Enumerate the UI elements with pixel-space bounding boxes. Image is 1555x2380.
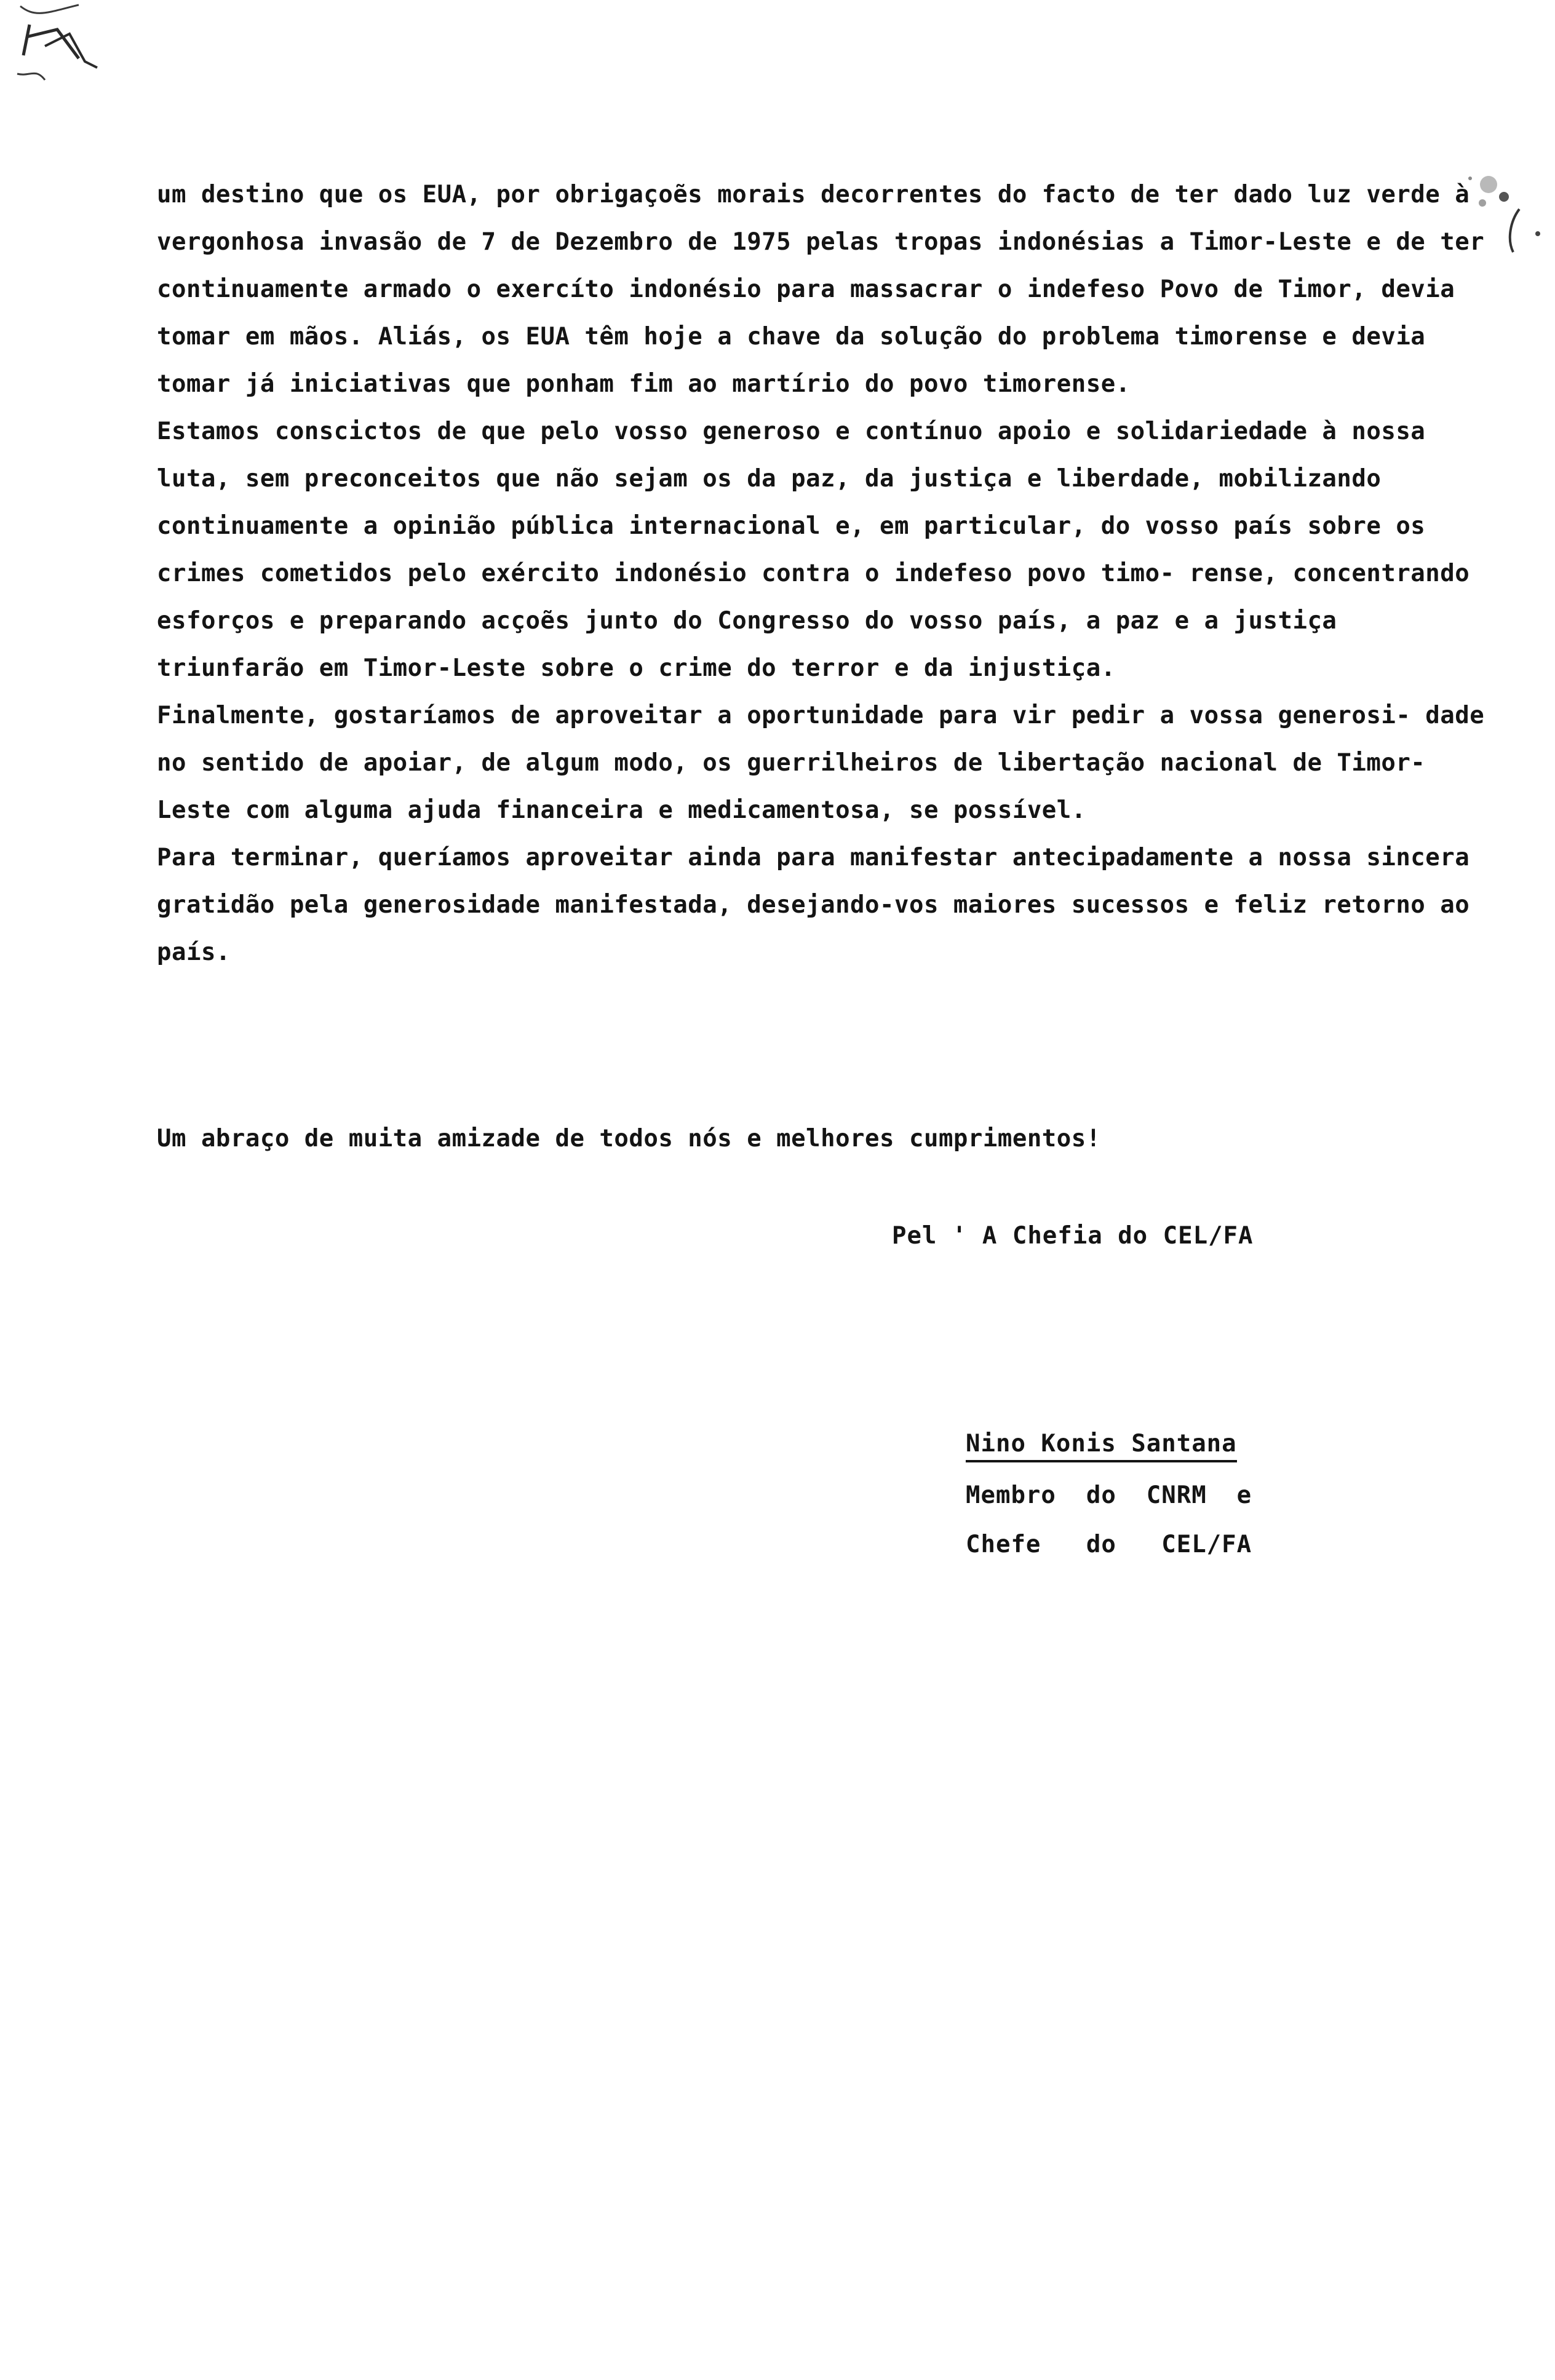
signatory-role-1: Membro do CNRM e — [966, 1482, 1252, 1509]
closing-line: Um abraço de muita amizade de todos nós e melhores cumprimentos! — [157, 1125, 1101, 1152]
signatory-name: Nino Konis Santana — [966, 1428, 1237, 1462]
paragraph-solidarity: Estamos conscictos de que pelo vosso generoso e contínuo apoio e solidariedade à nossa luta, sem preconceitos que não sejam os da paz, da justiça e liberdade, mobilizando continuamente a opinião pública internacional e, em particular, do vosso país sobre os crimes cometidos pelo exército indonésio contra o indefeso povo timo- rense, concentrando esforços e preparando acçoẽs junto do Congresso do vosso país, a paz e a justiça triunfarão em Timor-Leste sobre o crime do terror e da injustiça. — [157, 418, 1470, 682]
signature-block — [966, 1419, 1252, 1569]
paragraph-financial-aid-request: Finalmente, gostaríamos de aproveitar a oportunidade para vir pedir a vossa generosi- dade no sentido de apoiar, de algum modo, os guerrilheiros de libertação nacional de Timor-Leste com alguma ajuda financeira e medicamentosa, se possível. — [157, 702, 1485, 824]
paragraph-gratitude: Para terminar, queríamos aproveitar ainda para manifestar antecipadamente a nossa sincera gratidão pela generosidade manifestada, desejando-vos maiores sucessos e feliz retorno ao país. — [157, 844, 1470, 966]
handwritten-corner-mark — [11, 0, 103, 92]
paragraph-eua-responsibility: um destino que os EUA, por obrigaçoẽs morais decorrentes do facto de ter dado luz verde à vergonhosa invasão de 7 de Dezembro de 1975 pelas tropas indonésias a Timor-Leste e de ter continuamente armado o exercíto indonésio para massacrar o indefeso Povo de Timor, devia tomar em mãos. Aliás, os EUA têm hoje a chave da solução do problema timorense e devia tomar já iniciativas que ponham fim ao martírio do povo timorense. — [157, 181, 1485, 398]
signoff-line: Pel ' A Chefia do CEL/FA — [892, 1222, 1254, 1250]
letter-body — [157, 171, 1485, 976]
signatory-role-2: Chefe do CEL/FA — [966, 1531, 1252, 1558]
